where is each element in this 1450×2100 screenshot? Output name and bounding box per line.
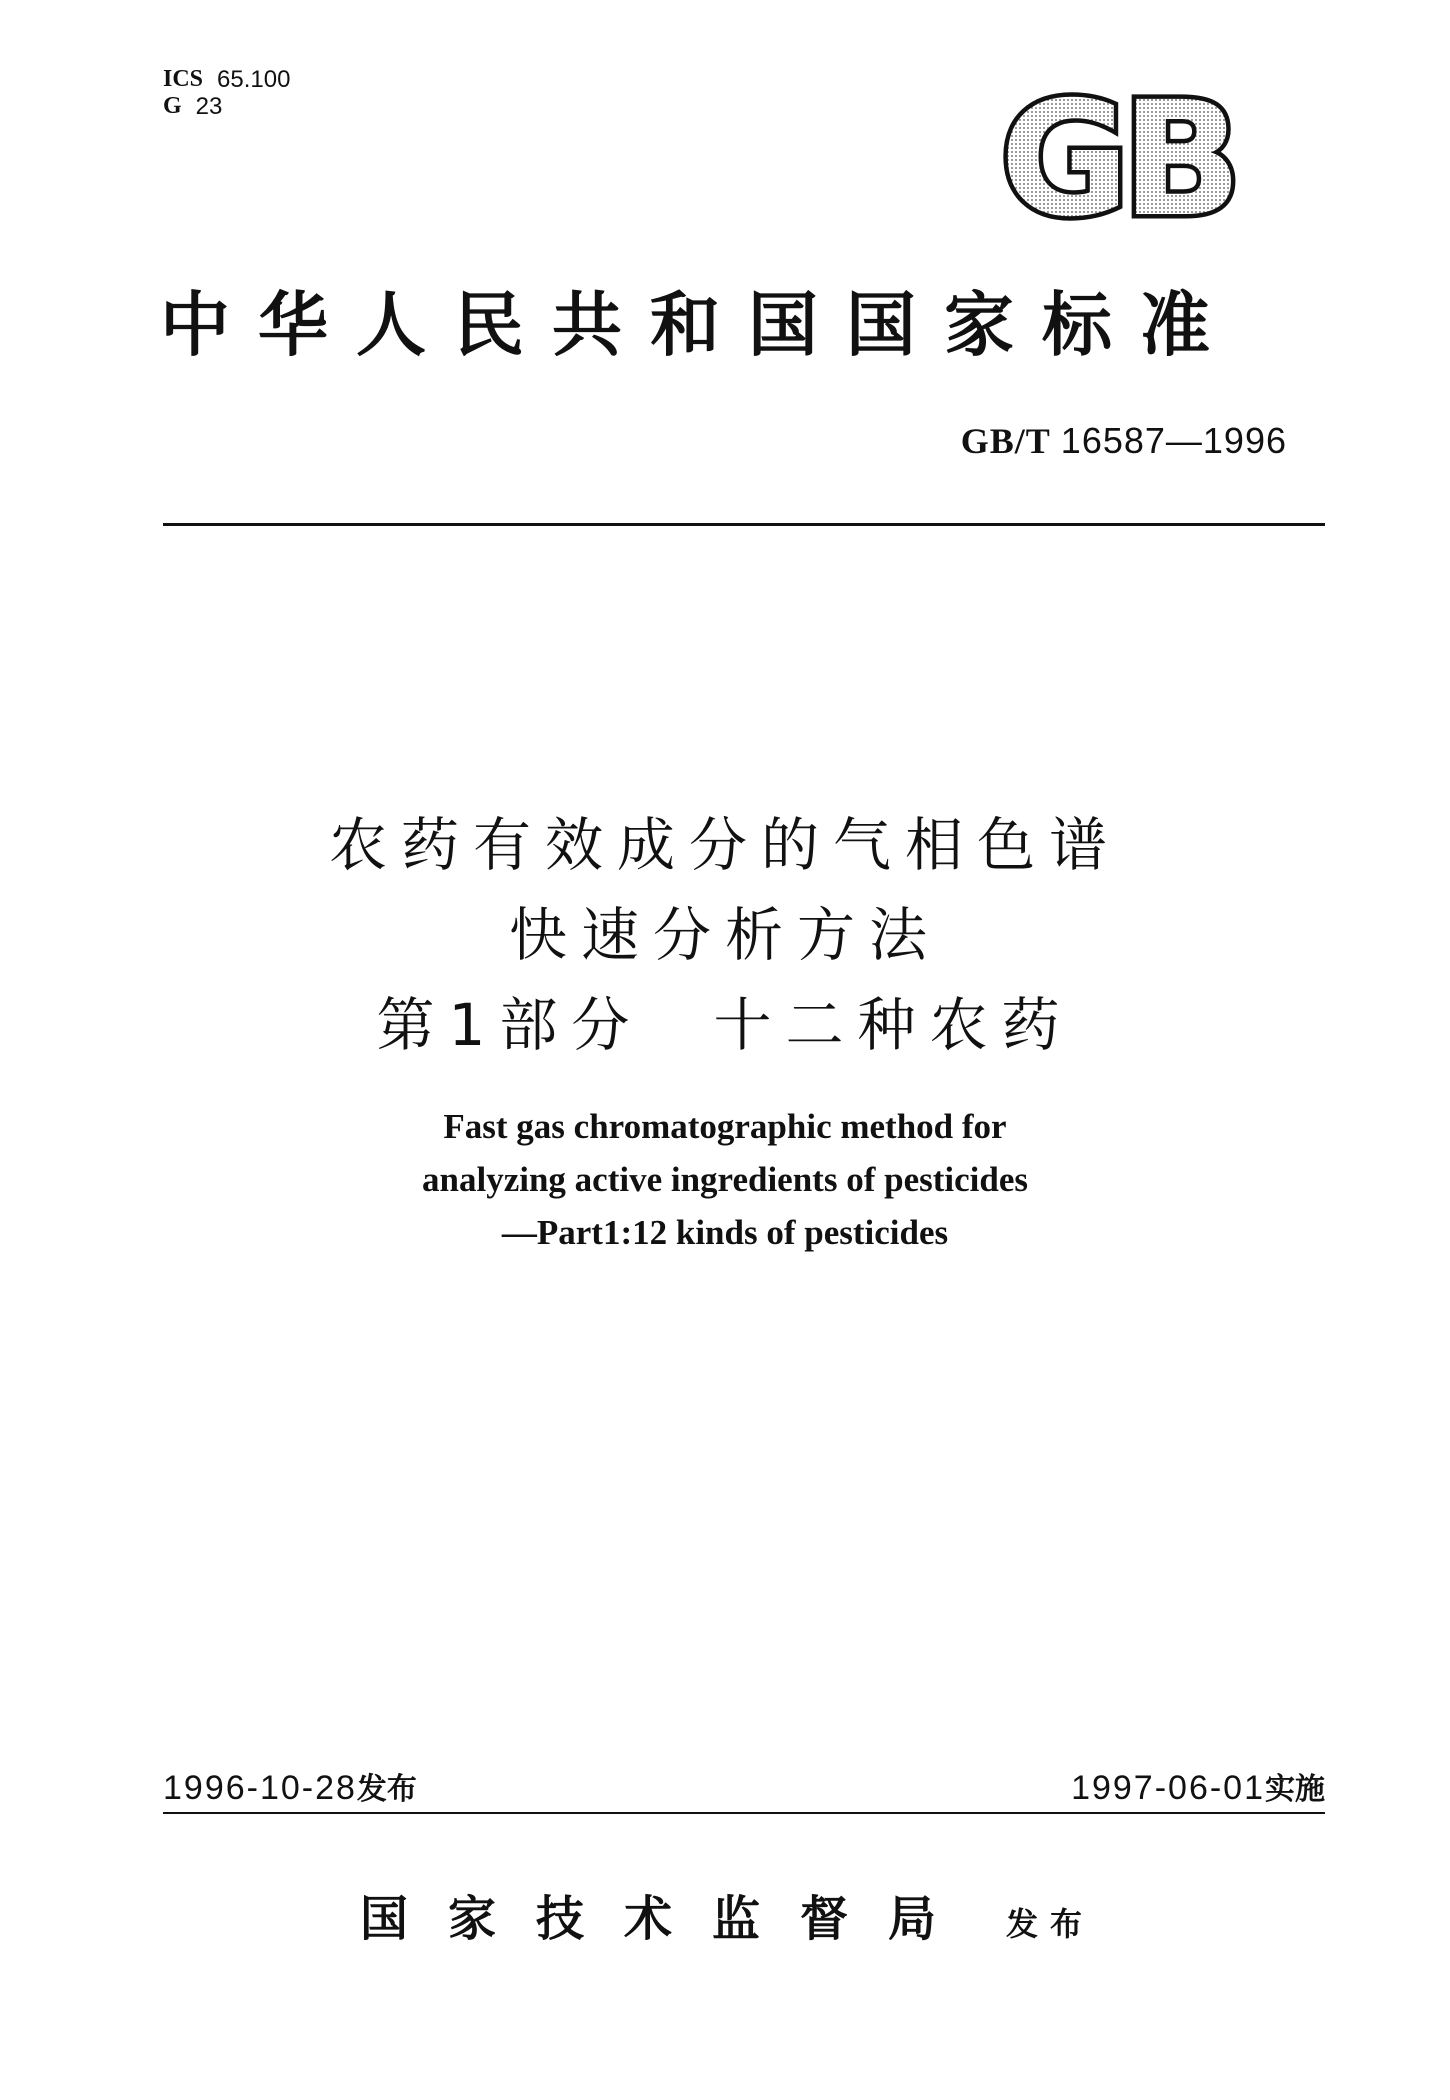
ics-label: ICS (163, 66, 204, 92)
ics-row (163, 66, 290, 93)
class-label: G (163, 93, 182, 119)
standard-number (961, 420, 1287, 462)
chinese-title-subject: 十二种农药 (713, 991, 1074, 1059)
bottom-divider (163, 1812, 1325, 1814)
top-divider (163, 523, 1325, 526)
issue-date (163, 1764, 417, 1808)
publisher (360, 1880, 1094, 1949)
publisher-name: 国家技术监督局 (360, 1891, 977, 1947)
implementation-date (1071, 1764, 1325, 1808)
english-title-line-1: Fast gas chromatographic method for (443, 1107, 1007, 1146)
implementation-date-label: 实施 (1265, 1772, 1325, 1807)
national-standard-title: 中华人民共和国国家标准 (160, 284, 1238, 366)
english-title-line-3: —Part1:12 kinds of pesticides (501, 1213, 949, 1252)
standard-number-value: 16587—1996 (1060, 420, 1287, 461)
chinese-title-line-2: 快速分析方法 (508, 901, 941, 969)
issue-date-label: 发布 (356, 1772, 417, 1807)
publisher-action: 发布 (1006, 1905, 1095, 1943)
issue-date-value: 1996-10-28 (163, 1769, 357, 1807)
english-title-line-2: analyzing active ingredients of pesticides (422, 1160, 1028, 1199)
ics-code: 65.100 (217, 66, 291, 93)
classification-codes (163, 66, 290, 120)
chinese-title-line-3 (0, 985, 1450, 1065)
standard-number-prefix: GB/T (960, 421, 1051, 461)
chinese-title-part: 第1部分 (376, 991, 644, 1059)
chinese-title-line-1: 农药有效成分的气相色谱 (328, 811, 1121, 879)
class-row (163, 93, 290, 120)
gb-logo (990, 86, 1245, 231)
gb-logo-text: GB (999, 86, 1235, 231)
class-code: 23 (195, 93, 223, 120)
implementation-date-value: 1997-06-01 (1071, 1769, 1265, 1807)
